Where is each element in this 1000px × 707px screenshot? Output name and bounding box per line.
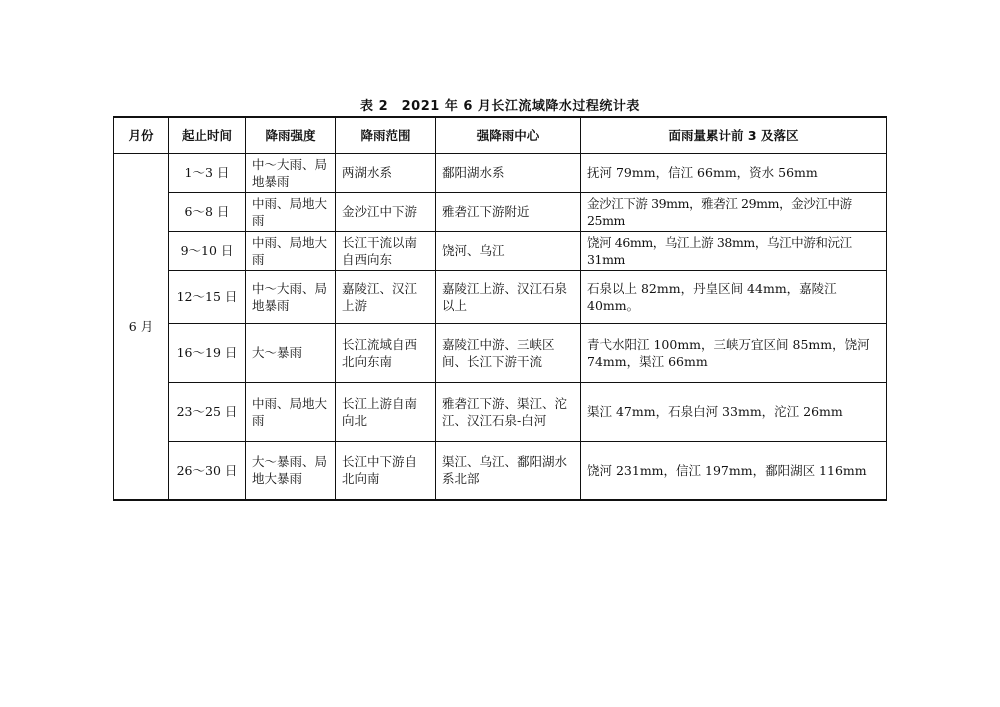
range-cell: 长江上游自南向北	[336, 382, 436, 441]
top3-cell: 渠江 47mm，石泉白河 33mm，沱江 26mm	[581, 382, 887, 441]
center-cell: 雅砻江下游、渠江、沱江、汉江石泉-白河	[436, 382, 581, 441]
intensity-cell: 中雨、局地大雨	[246, 382, 336, 441]
header-top3: 面雨量累计前 3 及落区	[581, 117, 887, 153]
period-cell: 6～8 日	[169, 192, 246, 231]
top3-cell: 抚河 79mm，信江 66mm，资水 56mm	[581, 153, 887, 192]
table-row	[114, 153, 887, 192]
precipitation-table	[113, 116, 887, 501]
top3-cell: 饶河 231mm，信江 197mm，鄱阳湖区 116mm	[581, 441, 887, 500]
range-cell: 金沙江中下游	[336, 192, 436, 231]
top3-cell: 饶河 46mm，乌江上游 38mm，乌江中游和沅江 31mm	[581, 231, 887, 270]
period-cell: 12～15 日	[169, 270, 246, 323]
period-cell: 1～3 日	[169, 153, 246, 192]
header-range: 降雨范围	[336, 117, 436, 153]
table-row	[114, 382, 887, 441]
period-cell: 23～25 日	[169, 382, 246, 441]
range-cell: 长江干流以南自西向东	[336, 231, 436, 270]
range-cell: 嘉陵江、汉江上游	[336, 270, 436, 323]
header-month: 月份	[114, 117, 169, 153]
intensity-cell: 大～暴雨	[246, 323, 336, 382]
header-intensity: 降雨强度	[246, 117, 336, 153]
header-row	[114, 117, 887, 153]
period-cell: 16～19 日	[169, 323, 246, 382]
table-row	[114, 323, 887, 382]
range-cell: 两湖水系	[336, 153, 436, 192]
range-cell: 长江流域自西北向东南	[336, 323, 436, 382]
table-row	[114, 192, 887, 231]
table-row	[114, 270, 887, 323]
top3-cell: 石泉以上 82mm，丹皇区间 44mm，嘉陵江 40mm。	[581, 270, 887, 323]
center-cell: 雅砻江下游附近	[436, 192, 581, 231]
table-caption: 表 2 2021 年 6 月长江流域降水过程统计表	[360, 99, 640, 114]
top3-cell: 金沙江下游 39mm，雅砻江 29mm，金沙江中游 25mm	[581, 192, 887, 231]
period-cell: 9～10 日	[169, 231, 246, 270]
intensity-cell: 大～暴雨、局地大暴雨	[246, 441, 336, 500]
table-row	[114, 441, 887, 500]
center-cell: 嘉陵江中游、三峡区间、长江下游干流	[436, 323, 581, 382]
month-cell: 6 月	[114, 153, 169, 500]
header-center: 强降雨中心	[436, 117, 581, 153]
intensity-cell: 中～大雨、局地暴雨	[246, 270, 336, 323]
range-cell: 长江中下游自北向南	[336, 441, 436, 500]
top3-cell: 青弋水阳江 100mm，三峡万宜区间 85mm，饶河 74mm，渠江 66mm	[581, 323, 887, 382]
center-cell: 渠江、乌江、鄱阳湖水系北部	[436, 441, 581, 500]
center-cell: 鄱阳湖水系	[436, 153, 581, 192]
intensity-cell: 中雨、局地大雨	[246, 192, 336, 231]
center-cell: 饶河、乌江	[436, 231, 581, 270]
table-row	[114, 231, 887, 270]
center-cell: 嘉陵江上游、汉江石泉以上	[436, 270, 581, 323]
period-cell: 26～30 日	[169, 441, 246, 500]
intensity-cell: 中雨、局地大雨	[246, 231, 336, 270]
header-period: 起止时间	[169, 117, 246, 153]
intensity-cell: 中～大雨、局地暴雨	[246, 153, 336, 192]
